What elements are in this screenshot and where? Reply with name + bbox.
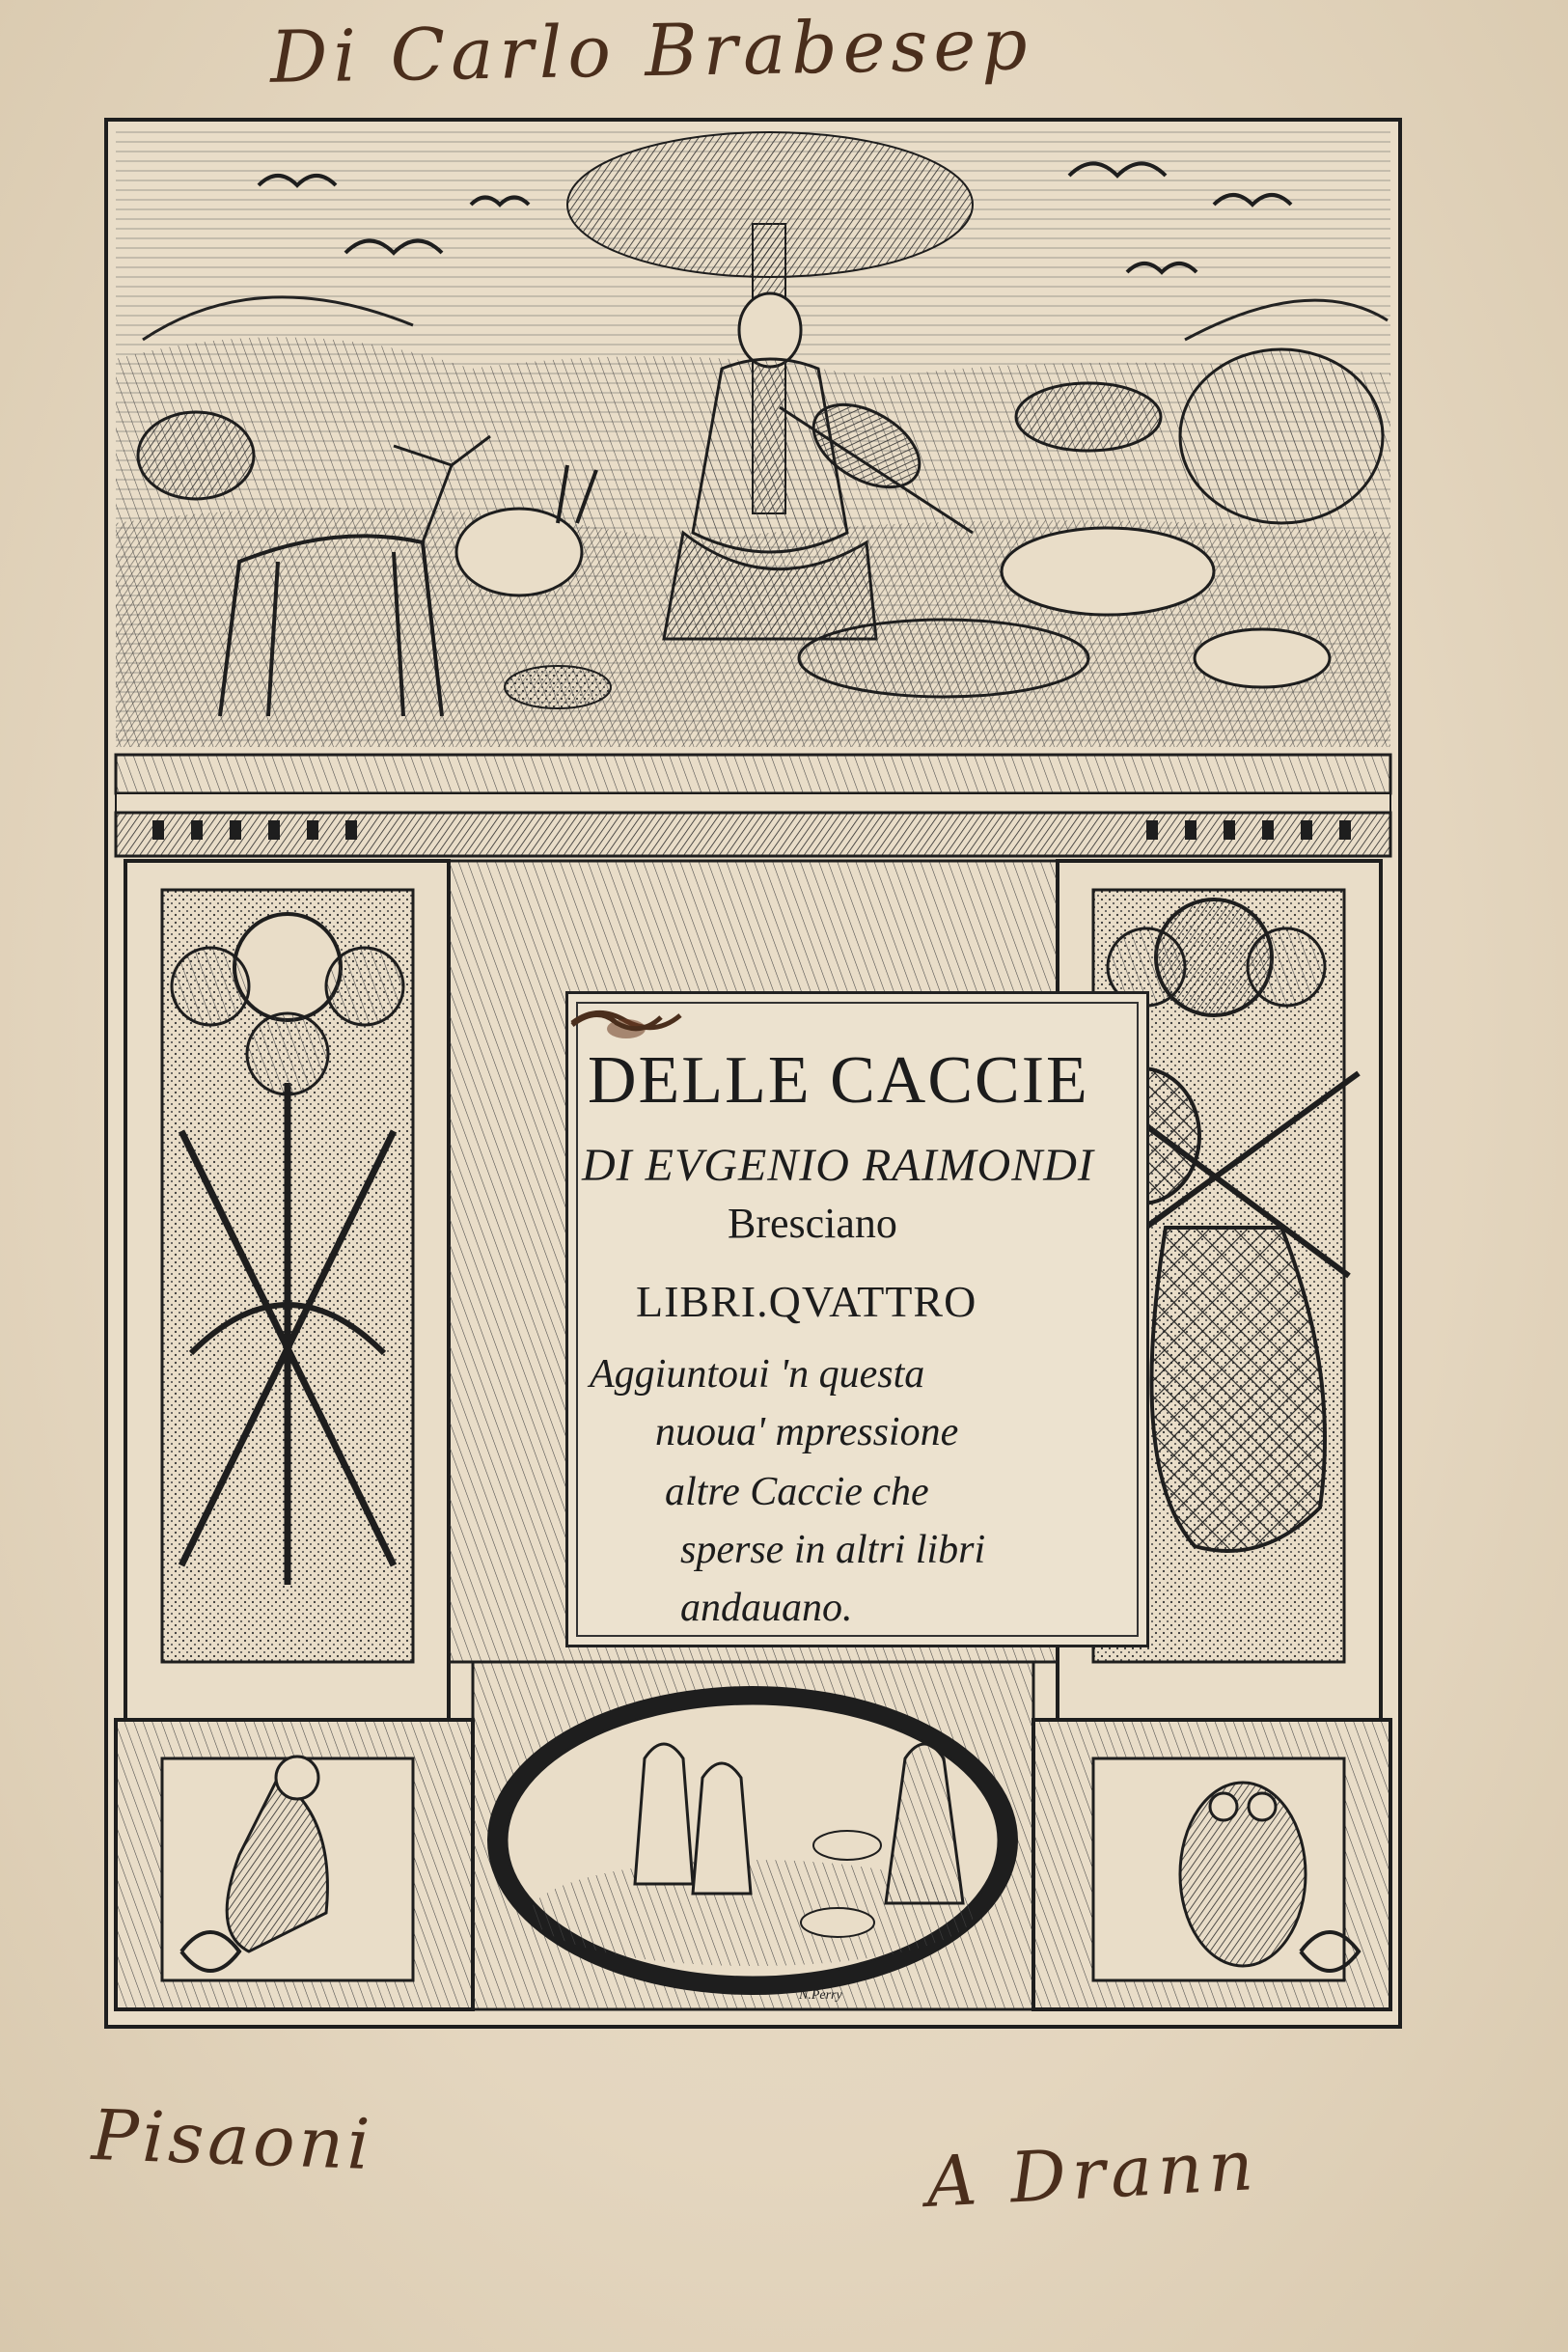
title-cartouche: [565, 991, 1149, 1647]
subtitle-line-2: nuoua' mpressione: [655, 1410, 959, 1454]
engraver-signature: N.Perry: [799, 1988, 842, 2003]
manuscript-note-left: Pisaoni: [90, 2093, 375, 2186]
subtitle-line-1: Aggiuntoui 'n questa: [590, 1352, 925, 1397]
manuscript-note-right: A Drann: [924, 2124, 1261, 2223]
orpheus-scene: [116, 129, 1390, 747]
manuscript-ownership-inscription: Di Carlo Brabesep: [269, 3, 1034, 99]
owl-ornament: [1180, 1783, 1306, 1966]
book-title: DELLE CACCIE: [588, 1043, 1089, 1118]
author-origin: Bresciano: [728, 1200, 897, 1247]
ink-strikeout: [568, 994, 665, 1044]
subtitle-line-3: altre Caccie che: [665, 1470, 929, 1514]
engraved-title-plate: [104, 118, 1402, 2029]
subtitle-line-5: andauano.: [680, 1586, 853, 1630]
subtitle-line-4: sperse in altri libri: [680, 1528, 986, 1572]
books-count: LIBRI.QVATTRO: [636, 1277, 977, 1326]
author-line: DI EVGENIO RAIMONDI: [582, 1140, 1094, 1191]
